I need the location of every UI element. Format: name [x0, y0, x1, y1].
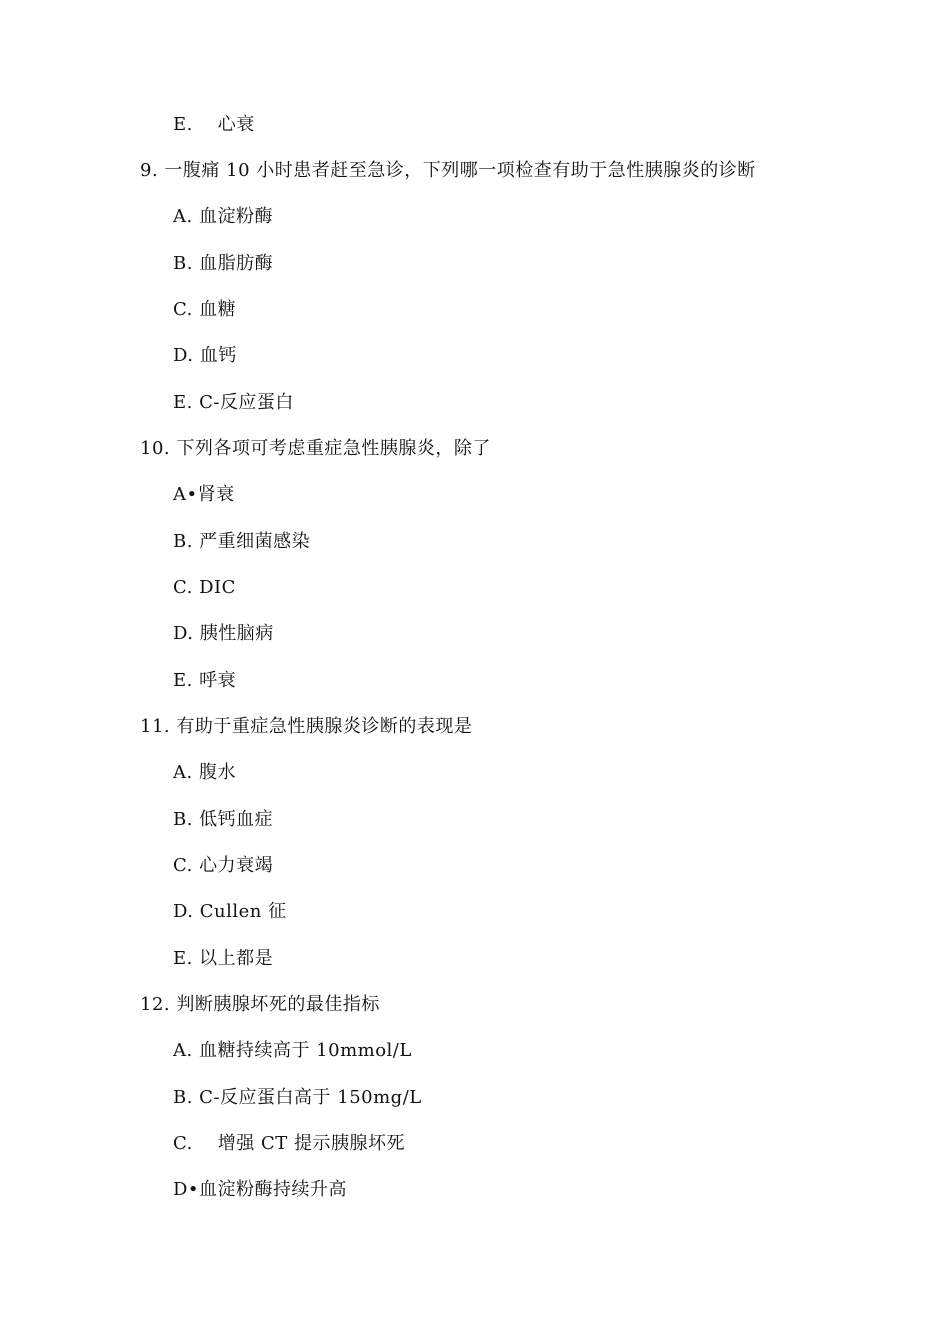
question-12: 12. 判断胰腺坏死的最佳指标 [140, 994, 380, 1015]
option-q11-e: E. 以上都是 [173, 948, 274, 969]
option-q10-b: B. 严重细菌感染 [173, 531, 311, 552]
option-q11-c: C. 心力衰竭 [173, 855, 274, 876]
option-q10-c: C. DIC [173, 577, 236, 598]
option-q9-b: B. 血脂肪酶 [173, 253, 274, 274]
option-q10-e: E. 呼衰 [173, 670, 237, 691]
option-q11-b: B. 低钙血症 [173, 809, 274, 830]
option-q8-e: E. 心衰 [173, 114, 255, 135]
option-q9-c: C. 血糖 [173, 299, 237, 320]
option-q12-a: A. 血糖持续高于 10mmol/L [173, 1040, 412, 1061]
option-q11-a: A. 腹水 [173, 762, 236, 783]
option-q12-d: D•血淀粉酶持续升高 [173, 1179, 348, 1200]
option-q12-c: C. 增强 CT 提示胰腺坏死 [173, 1133, 405, 1154]
option-q12-b: B. C-反应蛋白高于 150mg/L [173, 1087, 422, 1108]
question-11: 11. 有助于重症急性胰腺炎诊断的表现是 [140, 716, 473, 737]
option-q11-d: D. Cullen 征 [173, 901, 287, 922]
option-q9-a: A. 血淀粉酶 [173, 206, 273, 227]
question-9: 9. 一腹痛 10 小时患者赶至急诊，下列哪一项检查有助于急性胰腺炎的诊断 [140, 160, 756, 181]
option-q10-a: A•肾衰 [173, 484, 235, 505]
option-q10-d: D. 胰性脑病 [173, 623, 274, 644]
option-q9-e: E. C-反应蛋白 [173, 392, 294, 413]
question-10: 10. 下列各项可考虑重症急性胰腺炎，除了 [140, 438, 491, 459]
option-q9-d: D. 血钙 [173, 345, 237, 366]
